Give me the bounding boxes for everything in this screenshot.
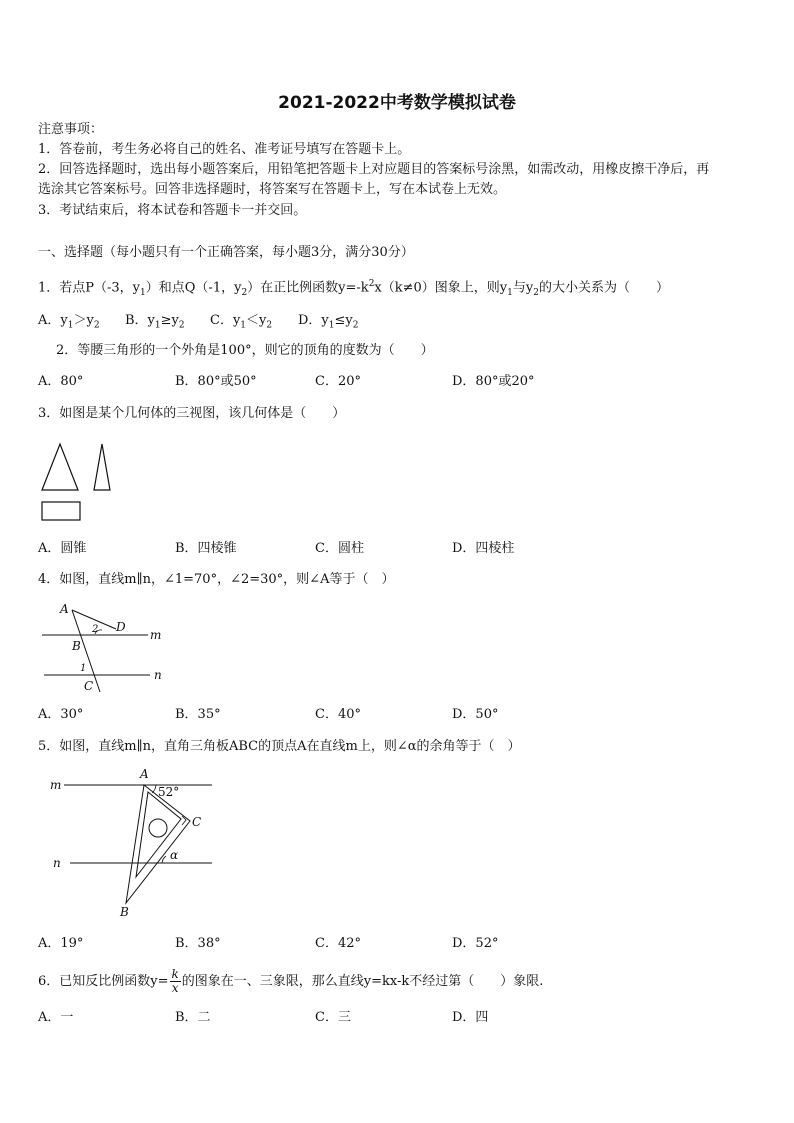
- q3-option-c: C．圆柱: [315, 541, 364, 556]
- q1-option-a: A．$y_1>y_2$: [38, 313, 100, 331]
- q6-option-b: B．二: [175, 1010, 211, 1025]
- q6-option-d: D．四: [452, 1010, 489, 1025]
- question-2: 2．等腰三角形的一个外角是100°，则它的顶角的度数为（ ）: [56, 343, 434, 358]
- note-1: 1．答卷前，考生务必将自己的姓名、准考证号填写在答题卡上。: [38, 142, 411, 157]
- q6-option-c: C．三: [315, 1010, 351, 1025]
- label-C: C: [192, 815, 202, 829]
- notes-heading: 注意事项：: [38, 122, 104, 137]
- q3-option-a: A．圆锥: [38, 541, 87, 556]
- triangle-ruler-figure: [48, 764, 228, 924]
- q3-option-b: B．四棱锥: [175, 541, 237, 556]
- q2-option-a: A．80°: [38, 374, 84, 389]
- label-angle-52: 52°: [158, 785, 180, 799]
- note-2: 2．回答选择题时，选出每小题答案后，用铅笔把答题卡上对应题目的答案标号涂黑，如需改动，用橡皮擦干净后，再: [38, 162, 710, 177]
- label-angle-2: 2: [92, 624, 99, 635]
- q4-option-b: B．35°: [175, 707, 221, 722]
- label-n: n: [154, 668, 162, 682]
- q1-option-b: B．$y_1\ge y_2$: [125, 313, 185, 331]
- question-4: 4．如图，直线m∥n，∠1=70°，∠2=30°，则∠A等于（ ）: [38, 572, 395, 587]
- label-B: B: [120, 905, 129, 919]
- q5-option-c: C．42°: [315, 936, 361, 951]
- q5-option-d: D．52°: [452, 936, 499, 951]
- q5-option-b: B．38°: [175, 936, 221, 951]
- note-3: 3．考试结束后，将本试卷和答题卡一并交回。: [38, 203, 307, 218]
- three-view-figure: [36, 436, 120, 526]
- note-2-cont: 选涂其它答案标号。回答非选择题时，将答案写在答题卡上，写在本试卷上无效。: [38, 182, 507, 197]
- question-6: 6．已知反比例函数y= $\frac{k}{x}$ 的图象在一、三象限，那么直线y=kx-k不经过第（ ）象限.: [38, 967, 544, 995]
- q4-option-d: D．50°: [452, 707, 499, 722]
- q2-option-c: C．20°: [315, 374, 361, 389]
- question-3: 3．如图是某个几何体的三视图，该几何体是（ ）: [38, 406, 346, 421]
- q4-option-a: A．30°: [38, 707, 84, 722]
- q6-option-a: A．一: [38, 1010, 74, 1025]
- label-alpha: α: [170, 848, 179, 862]
- section-heading: 一、选择题（每小题只有一个正确答案，每小题3分，满分30分）: [38, 245, 414, 260]
- label-D: D: [116, 620, 126, 634]
- q2-option-d: D．80°或20°: [452, 374, 535, 389]
- label-C: C: [84, 679, 94, 693]
- label-A: A: [60, 602, 69, 616]
- label-angle-1: 1: [80, 663, 87, 674]
- question-5: 5．如图，直线m∥n，直角三角板ABC的顶点A在直线m上，则∠α的余角等于（ ）: [38, 739, 521, 754]
- q5-option-a: A．19°: [38, 936, 84, 951]
- label-B: B: [72, 639, 81, 653]
- q1-option-c: C．$y_1<y_2$: [210, 313, 273, 331]
- parallel-lines-figure: [38, 600, 178, 695]
- label-A: A: [140, 767, 149, 781]
- q1-option-d: D．$y_1\le y_2$: [298, 313, 359, 331]
- q3-option-d: D．四棱柱: [452, 541, 515, 556]
- q2-option-b: B．80°或50°: [175, 374, 257, 389]
- fraction-k-over-x: $\frac{k}{x}$: [171, 967, 179, 995]
- label-m: m: [50, 778, 62, 792]
- label-m: m: [150, 628, 162, 642]
- exam-title: 2021-2022中考数学模拟试卷: [278, 93, 516, 113]
- q4-option-c: C．40°: [315, 707, 361, 722]
- question-1: 1．若点P（-3，$y_1$）和点Q（-1，$y_2$）在正比例函数$y=-k^2x(k\ne 0)$图象上，则$y_1$与$y_2$的大小关系为（ ）: [38, 279, 669, 298]
- label-n: n: [53, 856, 61, 870]
